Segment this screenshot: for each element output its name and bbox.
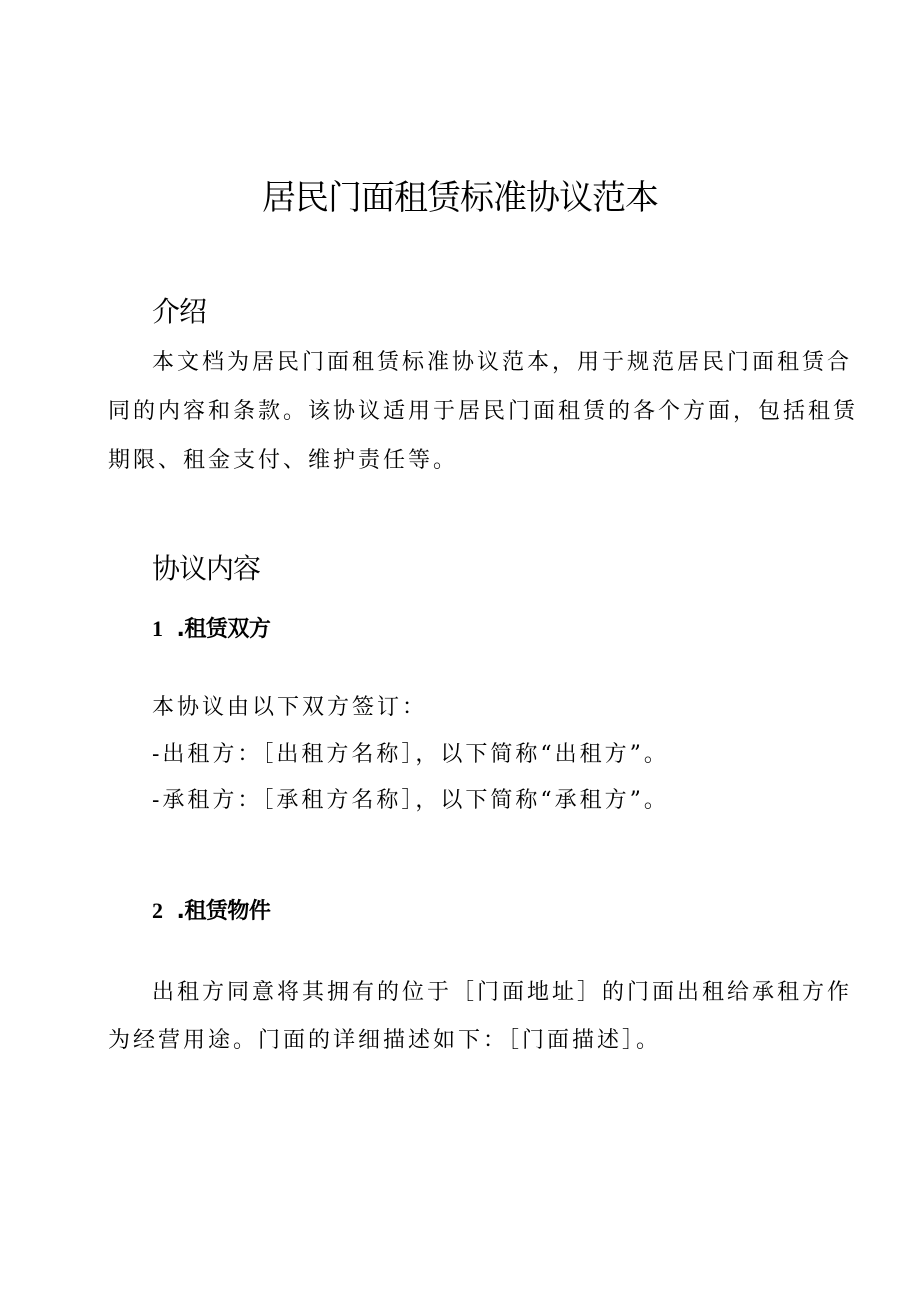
document-title: 居民门面租赁标准协议范本 bbox=[262, 178, 658, 218]
intro-paragraph-line-1: 本文档为居民门面租赁标准协议范本，用于规范居民门面租赁合 bbox=[152, 350, 853, 375]
section-1-line-3: -承租方：［承租方名称］，以下简称“承租方”。 bbox=[152, 788, 669, 813]
section-1-line-1: 本协议由以下双方签订： bbox=[152, 695, 428, 720]
section-1-number: 1 bbox=[152, 616, 163, 641]
section-1-title: .租赁双方 bbox=[176, 617, 271, 642]
section-2-title: .租赁物件 bbox=[176, 899, 271, 924]
section-2-heading bbox=[152, 900, 270, 923]
section-2-number: 2 bbox=[152, 898, 163, 923]
section-1-line-2: -出租方：［出租方名称］，以下简称“出租方”。 bbox=[152, 742, 669, 767]
intro-paragraph-line-3: 期限、租金支付、维护责任等。 bbox=[108, 448, 459, 473]
intro-heading: 介绍 bbox=[152, 295, 207, 328]
agreement-content-heading: 协议内容 bbox=[152, 552, 261, 585]
intro-paragraph-line-2: 同的内容和条款。该协议适用于居民门面租赁的各个方面，包括租赁 bbox=[108, 399, 859, 424]
section-1-heading bbox=[152, 618, 270, 641]
section-2-line-1: 出租方同意将其拥有的位于［门面地址］的门面出租给承租方作 bbox=[152, 980, 853, 1005]
section-2-line-2: 为经营用途。门面的详细描述如下：［门面描述］。 bbox=[108, 1028, 662, 1053]
